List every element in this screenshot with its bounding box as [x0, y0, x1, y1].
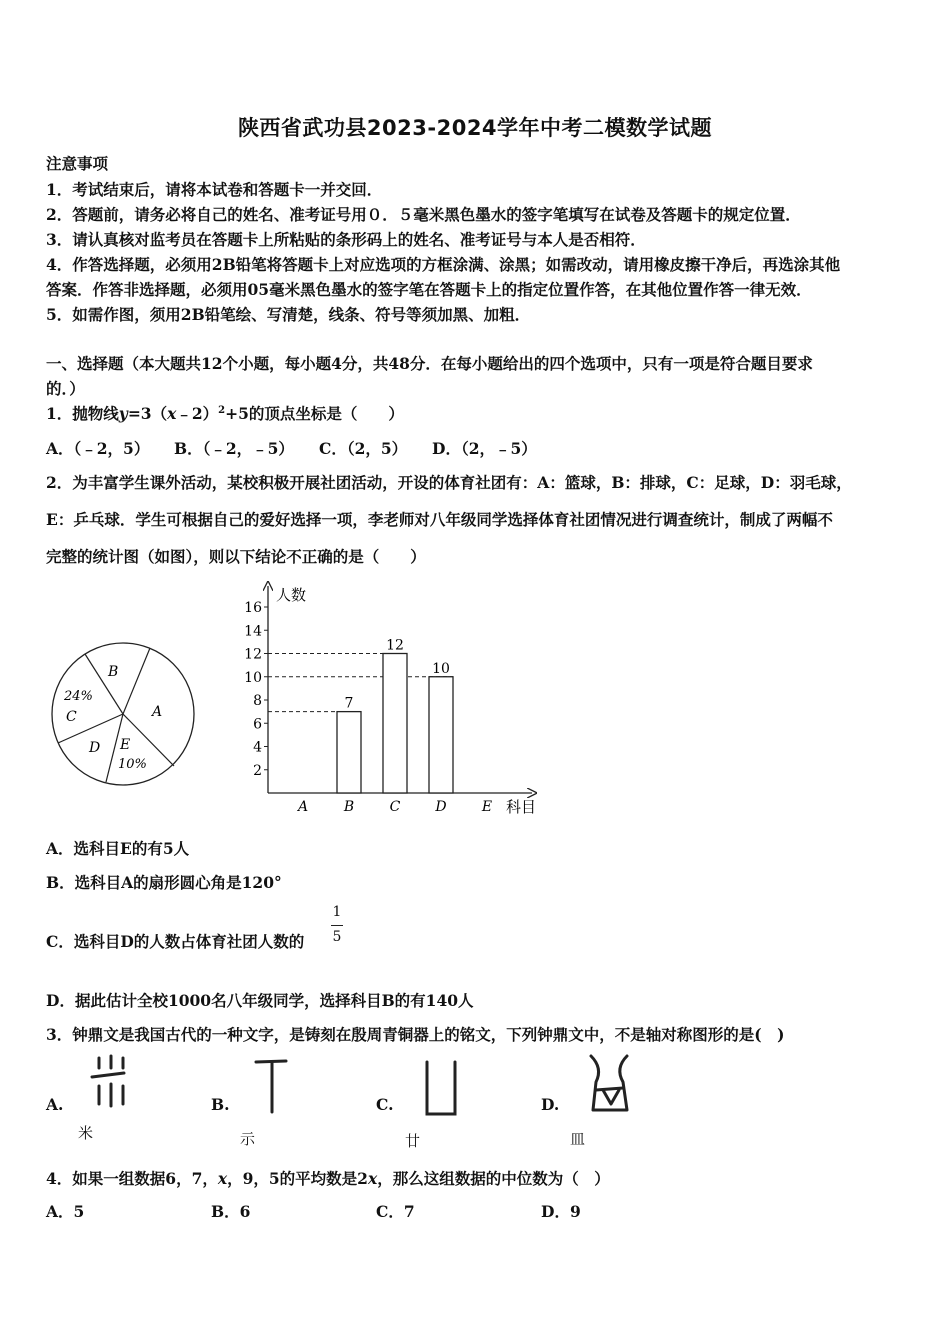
q3-caption-b: 示: [240, 1130, 256, 1148]
q1-option-c[interactable]: C．（2，5）: [319, 439, 408, 458]
q4-pre: 4．如果一组数据6，7，: [46, 1169, 218, 1188]
y-tick-label: 4: [253, 739, 262, 756]
pie-label-a: A: [152, 704, 163, 720]
q3-option-b[interactable]: B.: [211, 1095, 230, 1114]
bar-data-label: 12: [386, 637, 404, 654]
y-tick-label: 16: [244, 600, 262, 616]
page-title: 陕西省武功县2023-2024学年中考二模数学试题: [237, 116, 713, 140]
note-item: 1．考试结束后，请将本试卷和答题卡一并交回．: [46, 180, 383, 199]
x-category-label: C: [389, 799, 401, 815]
pie-chart: [44, 636, 204, 796]
bar-data-label: 10: [432, 660, 450, 677]
note-item: 4．作答选择题，必须用2B铅笔将答题卡上对应选项的方框涂满、涂黑；如需改动，请用橡皮擦干净后，再选涂其他: [46, 255, 841, 274]
y-tick-label: 2: [253, 762, 262, 779]
pie-label-e: E: [120, 737, 131, 753]
q1-option-b[interactable]: B．（﹣2，﹣5）: [174, 439, 294, 458]
q1-option-a[interactable]: A．（﹣2，5）: [46, 439, 150, 458]
q4-var-x: x: [217, 1169, 228, 1188]
q2-option-a[interactable]: A．选科目E的有5人: [46, 839, 190, 858]
pie-divider: [123, 648, 150, 714]
y-tick-label: 6: [253, 716, 262, 733]
bar-b: [337, 712, 361, 793]
pie-label-c-pct: 24%: [64, 689, 93, 704]
pie-label-c: C: [66, 709, 77, 725]
q3-caption-d: 皿: [570, 1130, 586, 1148]
q3-option-c[interactable]: C.: [376, 1095, 394, 1114]
note-item: 答案．作答非选择题，必须用05毫米黑色墨水的签字笔在答题卡上的指定位置作答，在其他位置作答一律无效．: [46, 280, 812, 299]
q4-mid: ，9，5的平均数是2: [227, 1169, 368, 1188]
q4-option-b[interactable]: B．6: [211, 1202, 251, 1221]
bar-data-label: 7: [344, 695, 354, 712]
bar-d: [429, 677, 453, 793]
q4-post: ，那么这组数据的中位数为（ ）: [377, 1169, 610, 1188]
x-axis-label: 科目: [506, 798, 537, 816]
question-1: [46, 402, 404, 424]
q1-exponent: 2: [218, 404, 226, 416]
q1-pre: 1．抛物线: [46, 404, 119, 423]
bronze-glyph-d-icon: [583, 1052, 637, 1118]
note-item: 5．如需作图，须用2B铅笔绘、写清楚，线条、符号等须加黑、加粗．: [46, 305, 531, 324]
q3-caption-c: 廿: [405, 1132, 421, 1150]
fraction-bar: [331, 925, 343, 926]
q4-option-a[interactable]: A．5: [46, 1202, 85, 1221]
q4-option-c[interactable]: C．7: [376, 1202, 415, 1221]
q4-option-d[interactable]: D．9: [541, 1202, 581, 1221]
q1-rest2: +5的顶点坐标是（ ）: [225, 404, 404, 423]
q1-var-x: x: [167, 404, 177, 423]
question-4: [46, 1167, 610, 1189]
y-axis-label: 人数: [276, 586, 307, 604]
pie-label-b: B: [108, 664, 119, 680]
fraction-denominator: 5: [332, 929, 342, 945]
bronze-glyph-a-icon: [88, 1052, 134, 1112]
note-item: 2．答题前，请务必将自己的姓名、准考证号用０．５毫米黑色墨水的签字笔填写在试卷及答题卡的规定位置．: [46, 205, 801, 224]
q1-option-d[interactable]: D．（2，﹣5）: [432, 439, 537, 458]
notes-heading: 注意事项: [46, 154, 109, 173]
bronze-glyph-c-icon: [418, 1056, 464, 1120]
x-category-label: E: [481, 799, 493, 815]
q2-option-c[interactable]: C．选科目D的人数占体育社团人数的: [46, 932, 305, 951]
q2-option-d[interactable]: D．据此估计全校1000名八年级同学，选择科目B的有140人: [46, 991, 474, 1010]
question-2-line: 2．为丰富学生课外活动，某校积极开展社团活动，开设的体育社团有：A：篮球，B：排球，C：足球，D：羽毛球，: [46, 473, 852, 492]
x-category-label: A: [297, 799, 309, 815]
y-tick-label: 8: [253, 693, 262, 709]
question-2-line: E：乒乓球．学生可根据自己的爱好选择一项，李老师对八年级同学选择体育社团情况进行调查统计，制成了两幅不: [46, 510, 833, 529]
pie-divider: [85, 654, 123, 714]
y-tick-label: 10: [244, 669, 262, 686]
q1-eq: =3（: [127, 404, 168, 423]
section-heading: 一、选择题（本大题共12个小题，每小题4分，共48分．在每小题给出的四个选项中，只有一项是符合题目要求: [46, 354, 813, 373]
x-category-label: D: [435, 799, 447, 815]
q3-option-d[interactable]: D.: [541, 1095, 560, 1114]
question-3: 3．钟鼎文是我国古代的一种文字，是铸刻在殷周青铜器上的铭文，下列钟鼎文中，不是轴对称图形的是( ): [46, 1025, 785, 1044]
question-2-line: 完整的统计图（如图），则以下结论不正确的是（ ）: [46, 547, 426, 566]
bar-c: [383, 654, 407, 794]
bronze-glyph-b-icon: [248, 1052, 294, 1118]
q3-caption-a: 米: [78, 1124, 94, 1142]
q4-var-x: x: [367, 1169, 378, 1188]
pie-label-e-pct: 10%: [118, 757, 147, 772]
q1-var-y: y: [118, 404, 128, 423]
q1-rest1: ﹣2）: [176, 404, 219, 423]
bar-chart: [230, 580, 550, 820]
x-category-label: B: [343, 799, 355, 815]
pie-label-d: D: [89, 740, 101, 756]
q2-option-b[interactable]: B．选科目A的扇形圆心角是120°: [46, 873, 282, 892]
y-tick-label: 12: [244, 646, 262, 663]
y-tick-label: 14: [244, 623, 262, 640]
fraction-numerator: 1: [332, 904, 342, 920]
section-heading-cont: 的．）: [46, 379, 85, 398]
note-item: 3．请认真核对监考员在答题卡上所粘贴的条形码上的姓名、准考证号与本人是否相符．: [46, 230, 646, 249]
q3-option-a[interactable]: A.: [46, 1095, 64, 1114]
